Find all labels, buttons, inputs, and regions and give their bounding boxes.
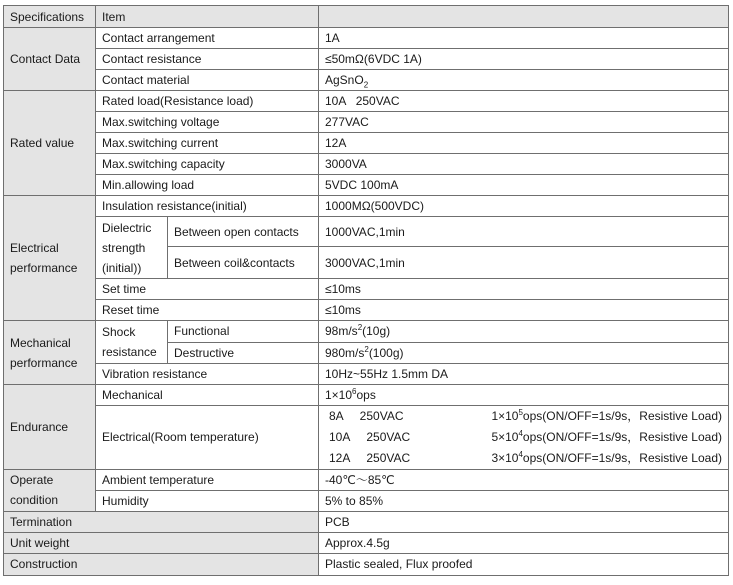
mechanical-endurance-sup: 6 [352,386,357,396]
destructive-value-post: (100g) [368,345,404,360]
vibration-resistance-label: Vibration resistance [96,363,319,384]
insulation-resistance-value: 1000MΩ(500VDC) [319,196,729,217]
set-time-label: Set time [96,279,319,300]
table-row [4,469,729,490]
table-row [4,384,729,405]
rated-load-value: 10A 250VAC [319,91,729,112]
table-header-row [4,6,729,28]
ambient-temperature-value: -40℃～85℃ [319,469,729,490]
functional-value-post: (10g) [362,324,391,339]
min-load-value: 5VDC 100mA [319,175,729,196]
header-value [319,6,729,28]
section-operate-condition: Operate condition [4,469,96,511]
table-row [4,175,729,196]
electrical-endurance-values [319,405,729,469]
section-endurance: Endurance [4,384,96,469]
destructive-value-sup: 2 [364,344,369,354]
table-row [4,49,729,70]
electrical-endurance-label: Electrical(Room temperature) [96,405,319,469]
reset-time-value: ≤10ms [319,300,729,321]
destructive-value [319,342,729,363]
table-row [4,490,729,511]
table-row [4,511,729,532]
section-mechanical-performance: Mechanical performance [4,321,96,384]
between-coil-contacts-label: Between coil&contacts [168,247,319,279]
contact-arrangement-value: 1A [319,28,729,49]
contact-material-sub: 2 [363,80,369,90]
section-electrical-performance: Electrical performance [4,196,96,321]
min-load-label: Min.allowing load [96,175,319,196]
ops-post: ops(ON/OFF=1s/9s，Resistive Load) [522,409,722,424]
construction-label: Construction [4,553,319,575]
contact-material-main: AgSnO [325,73,364,88]
insulation-resistance-label: Insulation resistance(initial) [96,196,319,217]
electrical-endurance-ops [491,427,722,447]
table-row [4,91,729,112]
table-row [4,133,729,154]
table-row [4,363,729,384]
shock-resistance-label: Shock resistance [96,321,168,363]
ops-pre: 1×10 [491,409,519,424]
ops-sup: 4 [518,429,523,439]
max-current-label: Max.switching current [96,133,319,154]
table-row [4,28,729,49]
electrical-endurance-row [325,448,722,469]
header-specifications: Specifications [4,6,96,28]
functional-value-pre: 98m/s [325,324,358,339]
electrical-endurance-load: 8A 250VAC [329,409,404,424]
section-rated-value: Rated value [4,91,96,196]
termination-value: PCB [319,511,729,532]
table-row [4,532,729,553]
functional-value-sup: 2 [357,323,363,333]
contact-resistance-value: ≤50mΩ(6VDC 1A) [319,49,729,70]
contact-resistance-label: Contact resistance [96,49,319,70]
construction-value: Plastic sealed, Flux proofed [319,553,729,575]
ops-pre: 5×10 [491,430,519,445]
destructive-value-pre: 980m/s [325,345,365,360]
mechanical-endurance-post: ops [356,387,376,402]
unit-weight-value: Approx.4.5g [319,532,729,553]
between-open-contacts-value: 1000VAC,1min [319,217,729,247]
electrical-endurance-row [325,427,722,448]
mechanical-endurance-value [319,384,729,405]
functional-value [319,321,729,342]
table-row [4,154,729,175]
table-row [4,112,729,133]
header-item: Item [96,6,319,28]
between-coil-contacts-value: 3000VAC,1min [319,247,729,279]
max-voltage-label: Max.switching voltage [96,112,319,133]
table-row [4,553,729,575]
vibration-resistance-value: 10Hz~55Hz 1.5mm DA [319,363,729,384]
table-row [4,70,729,91]
ops-pre: 3×10 [491,451,519,466]
max-voltage-value: 277VAC [319,112,729,133]
table-row [4,279,729,300]
between-open-contacts-label: Between open contacts [168,217,319,247]
destructive-label: Destructive [168,342,319,363]
ops-sup: 4 [518,450,523,460]
table-row [4,196,729,217]
humidity-value: 5% to 85% [319,490,729,511]
functional-label: Functional [168,321,319,342]
set-time-value: ≤10ms [319,279,729,300]
rated-load-label: Rated load(Resistance load) [96,91,319,112]
termination-label: Termination [4,511,319,532]
unit-weight-label: Unit weight [4,532,319,553]
contact-arrangement-label: Contact arrangement [96,28,319,49]
ambient-temperature-label: Ambient temperature [96,469,319,490]
humidity-label: Humidity [96,490,319,511]
dielectric-strength-label: Dielectric strength (initial)) [96,217,168,279]
reset-time-label: Reset time [96,300,319,321]
contact-material-value [319,70,729,91]
electrical-endurance-ops [491,406,722,426]
ops-post: ops(ON/OFF=1s/9s，Resistive Load) [522,430,722,445]
max-capacity-label: Max.switching capacity [96,154,319,175]
table-row [4,321,729,342]
contact-material-label: Contact material [96,70,319,91]
mechanical-endurance-label: Mechanical [96,384,319,405]
table-row [4,217,729,247]
electrical-endurance-load: 12A 250VAC [329,451,411,466]
electrical-endurance-load: 10A 250VAC [329,430,411,445]
electrical-endurance-ops [491,448,722,468]
max-current-value: 12A [319,133,729,154]
ops-post: ops(ON/OFF=1s/9s，Resistive Load) [522,451,722,466]
specifications-table [3,5,729,576]
max-capacity-value: 3000VA [319,154,729,175]
ops-sup: 5 [518,408,523,418]
electrical-endurance-row [325,406,722,427]
mechanical-endurance-pre: 1×10 [325,387,353,402]
table-row [4,300,729,321]
table-row [4,405,729,469]
section-contact-data: Contact Data [4,28,96,91]
